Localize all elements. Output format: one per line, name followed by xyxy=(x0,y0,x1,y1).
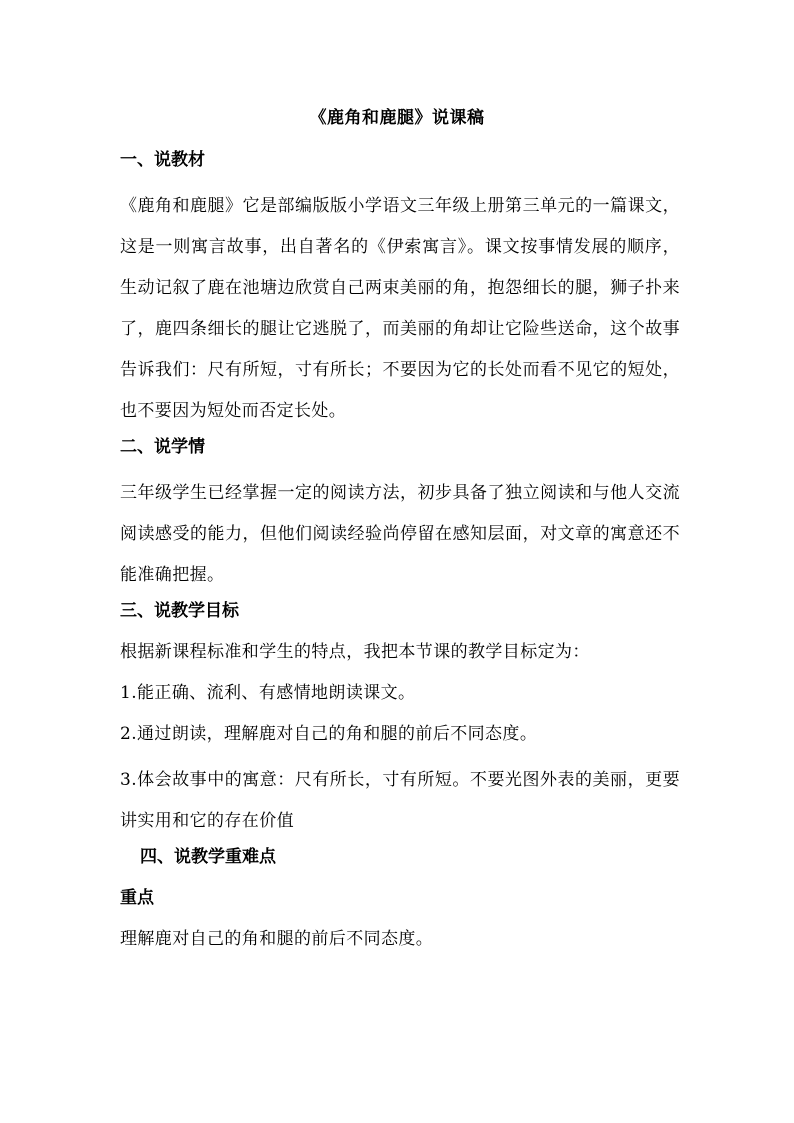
document-body xyxy=(120,145,680,965)
key-point-label: 重点 xyxy=(120,888,154,908)
document-title: 《鹿角和鹿腿》说课稿 xyxy=(309,108,485,128)
section-heading-key-points: 四、说教学重难点 xyxy=(140,847,276,867)
section-heading-textbook: 一、说教材 xyxy=(120,150,205,170)
goal-item-3: 3.体会故事中的寓意：尺有所长，寸有所短。不要光图外表的美丽，更要讲实用和它的存在价值 xyxy=(120,770,680,831)
goal-item-2: 2.通过朗读，理解鹿对自己的角和腿的前后不同态度。 xyxy=(120,724,538,744)
goal-item-1: 1.能正确、流利、有感情地朗读课文。 xyxy=(120,683,416,703)
learners-paragraph: 三年级学生已经掌握一定的阅读方法，初步具备了独立阅读和与他人交流阅读感受的能力，但他们阅读经验尚停留在感知层面，对文章的寓意还不能准确把握。 xyxy=(120,483,680,585)
key-point-text: 理解鹿对自己的角和腿的前后不同态度。 xyxy=(120,929,434,949)
section-heading-learners: 二、说学情 xyxy=(120,437,205,457)
section-heading-goals: 三、说教学目标 xyxy=(120,601,239,621)
goals-intro: 根据新课程标准和学生的特点，我把本节课的教学目标定为： xyxy=(120,642,590,662)
textbook-paragraph: 《鹿角和鹿腿》它是部编版版小学语文三年级上册第三单元的一篇课文，这是一则寓言故事，出自著名的《伊索寓言》。课文按事情发展的顺序，生动记叙了鹿在池塘边欣赏自己两束美丽的角，抱怨细长的腿，狮子扑来了，鹿四条细长的腿让它逃脱了，而美丽的角却让它险些送命，这个故事告诉我们：尺有所短，寸有所长；不要因为它的长处而看不见它的短处，也不要因为短处而否定长处。 xyxy=(120,196,680,421)
